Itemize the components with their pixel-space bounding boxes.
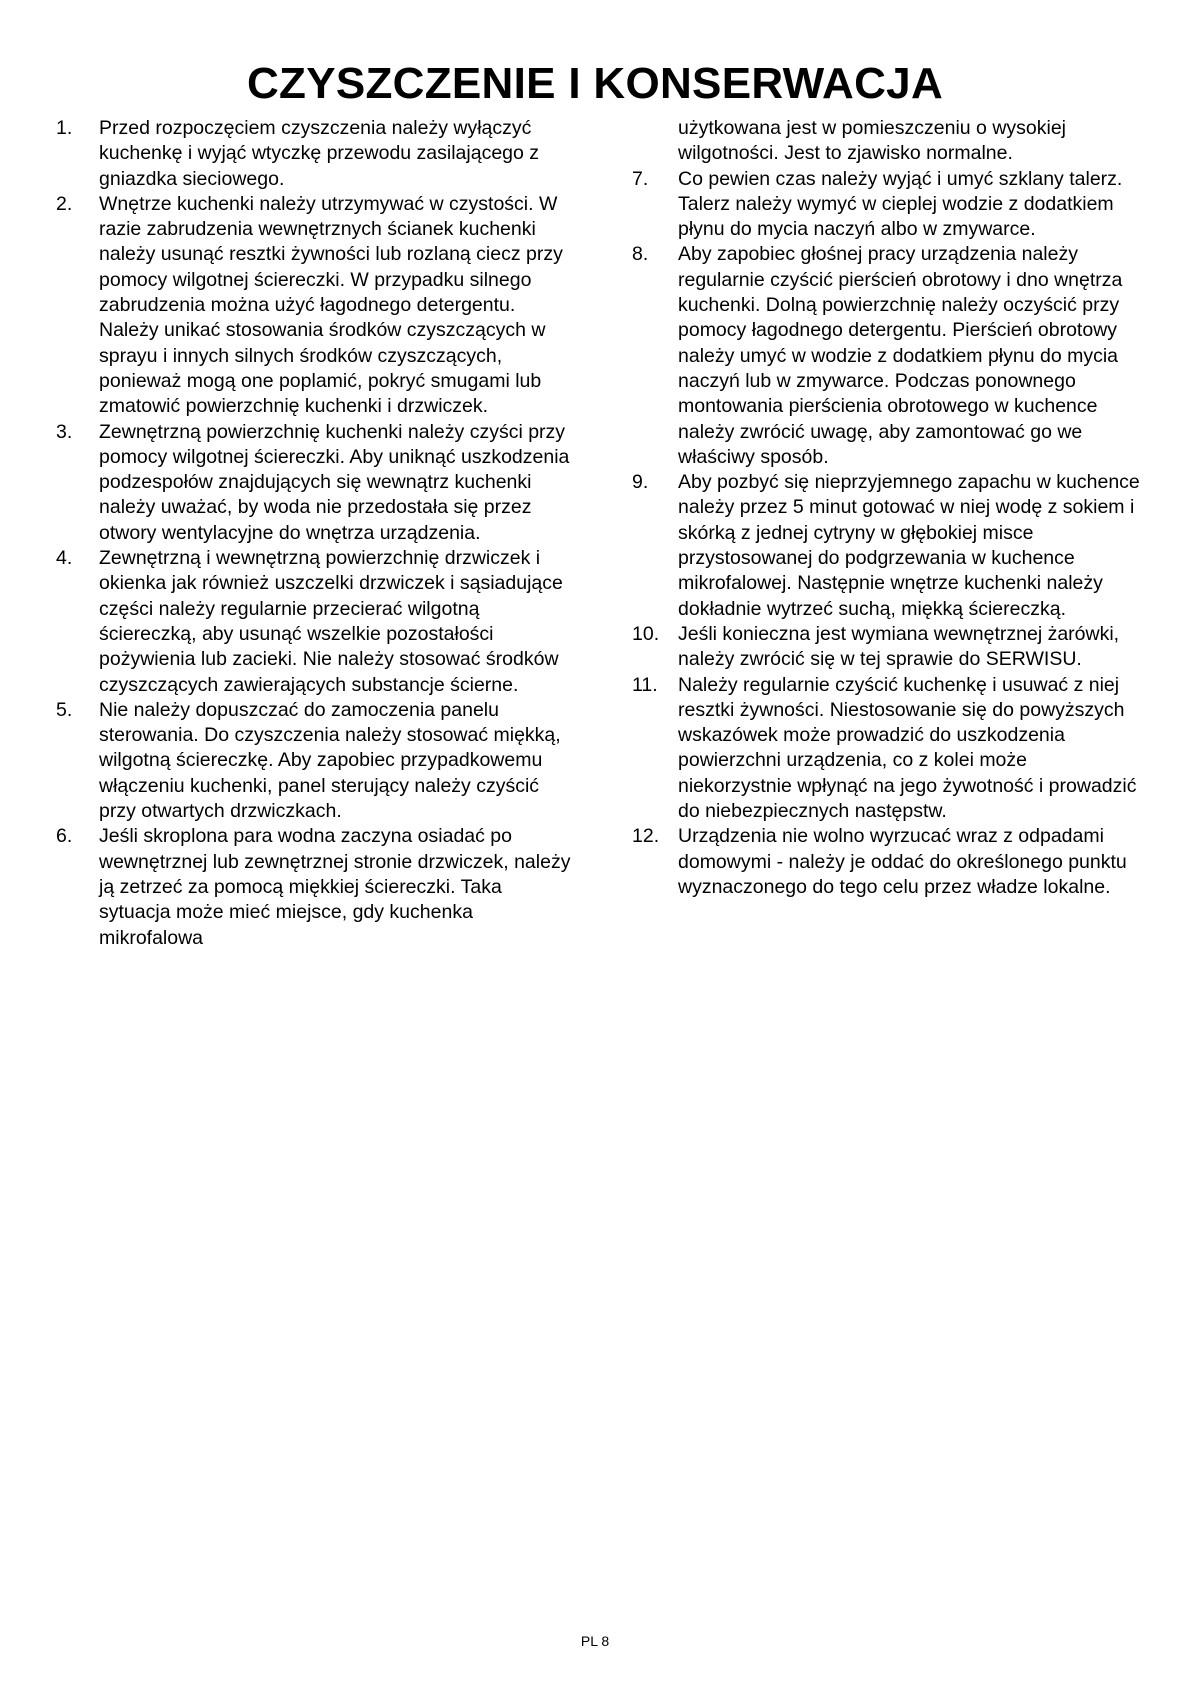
instructions-left-column <box>56 116 576 951</box>
item-text: Należy regularnie czyścić kuchenkę i usuwać z niej resztki żywności. Niestosowanie się do powyższych wskazówek może prowadzić do uszkodzenia powierzchni urządzenia, co z kolei może niekorzystnie wpłynąć na jego żywotność i prowadzić do niebezpiecznych następstw. <box>678 673 1137 823</box>
list-item <box>56 698 576 824</box>
item-number: 5. <box>56 698 73 721</box>
list-item <box>632 167 1142 243</box>
item-text: Aby pozbyć się nieprzyjemnego zapachu w kuchence należy przez 5 minut gotować w niej wodę z sokiem i skórką z jednej cytryny w głębokiej misce przystosowanej do podgrzewania w kuchence mikrofalowej. Następnie wnętrze kuchenki należy dokładnie wytrzeć suchą, miękką ściereczką. <box>678 471 1140 620</box>
item-number: 1. <box>56 117 73 139</box>
item-continuation: użytkowana jest w pomieszczeniu o wysokiej wilgotności. Jest to zjawisko normalne. <box>678 117 1067 165</box>
item-text: Zewnętrzną i wewnętrzną powierzchnię drzwiczek i okienka jak również uszczelki drzwiczek i sąsiadujące części należy regularnie przecierać wilgotną ściereczką, aby usunąć wszelkie pozostałości pożywienia lub zacieki. Nie należy stosować środków czyszczących zawierających substancje ścierne. <box>99 547 563 696</box>
item-text: Nie należy dopuszczać do zamoczenia panelu sterowania. Do czyszczenia należy stosować miękką, wilgotną ściereczkę. Aby zapobiec przypadkowemu włączeniu kuchenki, panel sterujący należy czyścić przy otwartych drzwiczkach. <box>99 698 561 823</box>
page-number: PL 8 <box>580 1633 610 1649</box>
item-number: 9. <box>632 471 649 494</box>
item-text: Wnętrze kuchenki należy utrzymywać w czystości. W razie zabrudzenia wewnętrznych ścianek kuchenki należy usunąć resztki żywności lub rozlaną ciecz przy pomocy wilgotnej ściereczki. W przypadku silnego zabrudzenia można użyć łagodnego detergentu. Należy unikać stosowania środków czyszczących w sprayu i innych silnych środków czyszczących, ponieważ mogą one poplamić, pokryć smugami lub zmatowić powierzchnię kuchenki i drzwiczek. <box>99 192 563 418</box>
list-item <box>56 192 576 420</box>
item-number: 10. <box>632 622 660 645</box>
item-text: Jeśli skroplona para wodna zaczyna osiadać po wewnętrznej lub zewnętrznej stronie drzwiczek, należy ją zetrzeć za pomocą miękkiej ściereczki. Taka sytuacja może mieć miejsce, gdy kuchenka mikrofalowa <box>99 825 571 949</box>
item-text: Przed rozpoczęciem czyszczenia należy wyłączyć kuchenkę i wyjąć wtyczkę przewodu zasilającego z gniazdka sieciowego. <box>99 117 540 190</box>
item-number: 4. <box>56 547 73 570</box>
list-item <box>56 824 576 950</box>
list-item <box>56 546 576 698</box>
item-number: 8. <box>632 243 649 266</box>
item-number: 3. <box>56 420 73 443</box>
item-number: 11. <box>632 673 658 696</box>
list-item <box>632 470 1142 622</box>
item-text: Urządzenia nie wolno wyrzucać wraz z odpadami domowymi - należy je oddać do określonego punktu wyznaczonego do tego celu przez władze lokalne. <box>678 825 1127 898</box>
list-item <box>56 116 576 192</box>
item-text: Zewnętrzną powierzchnię kuchenki należy czyści przy pomocy wilgotnej ściereczki. Aby uniknąć uszkodzenia podzespołów znajdujących się wewnątrz kuchenki należy uważać, by woda nie przedostała się przez otwory wentylacyjne do wnętrza urządzenia. <box>99 420 570 544</box>
item-text: Aby zapobiec głośnej pracy urządzenia należy regularnie czyścić pierścień obrotowy i dno wnętrza kuchenki. Dolną powierzchnię należy oczyścić przy pomocy łagodnego detergentu. Pierścień obrotowy należy umyć w wodzie z dodatkiem płynu do mycia naczyń lub w zmywarce. Podczas ponownego montowania pierścienia obrotowego w kuchence należy zwrócić uwagę, aby zamontować go we właściwy sposób. <box>678 243 1123 468</box>
instructions-right-column <box>632 116 1142 900</box>
item-number: 6. <box>56 825 73 848</box>
page-title: CZYSZCZENIE I KONSERWACJA <box>246 59 944 108</box>
item-text: Jeśli konieczna jest wymiana wewnętrznej żarówki, należy zwrócić się w tej sprawie do SERWISU. <box>678 622 1120 671</box>
item-number: 12. <box>632 825 660 848</box>
item-number: 7. <box>632 167 649 190</box>
list-item <box>632 824 1142 900</box>
item-number: 2. <box>56 192 73 215</box>
item-text: Co pewien czas należy wyjąć i umyć szklany talerz. Talerz należy wymyć w cieplej wodzie z dodatkiem płynu do mycia naczyń albo w zmywarce. <box>678 167 1123 241</box>
list-item <box>632 622 1142 673</box>
list-item <box>56 420 576 546</box>
list-item <box>632 673 1142 825</box>
list-item <box>632 242 1142 470</box>
